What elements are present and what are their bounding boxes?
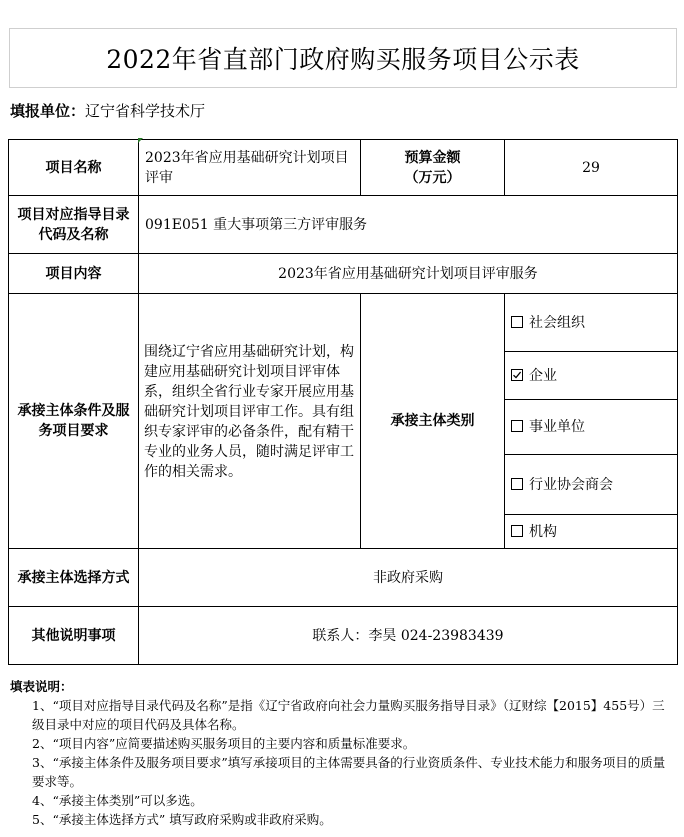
reporting-unit-label: 填报单位：	[10, 102, 86, 120]
project-name-label: 项目名称	[9, 140, 139, 196]
entity-option-agency[interactable]	[505, 515, 678, 549]
row-project-name	[9, 140, 678, 196]
entity-option-industry-association[interactable]	[505, 455, 678, 515]
project-table	[8, 139, 678, 665]
page-title: 2022年省直部门政府购买服务项目公示表	[9, 28, 677, 88]
row-selection-method	[9, 549, 678, 607]
budget-label-line1: 预算金额	[404, 149, 461, 166]
row-other-notes	[9, 607, 678, 665]
requirements-value-cell	[139, 294, 361, 549]
catalog-value: 091E051 重大事项第三方评审服务	[139, 196, 678, 254]
entity-option-enterprise[interactable]	[505, 352, 678, 400]
requirements-value: 围绕辽宁省应用基础研究计划，构建应用基础研究计划项目评审体系，组织全省行业专家开展应用基础研究计划项目评审工作。具有组织专家评审的必备条件，配有精干专业的业务人员，随时满足评审工作的相关需求。	[144, 344, 354, 480]
instruction-item: 1、“项目对应指导目录代码及名称”是指《辽宁省政府向社会力量购买服务指导目录》（辽财综【2015】455号）三级目录中对应的项目代码及具体名称。	[32, 698, 665, 732]
content-label: 项目内容	[9, 254, 139, 294]
selection-method-value: 非政府采购	[139, 549, 678, 607]
instruction-item: 4、“承接主体类别”可以多选。	[32, 793, 203, 808]
instruction-item: 2、“项目内容”应简要描述购买服务项目的主要内容和质量标准要求。	[32, 736, 416, 751]
entity-option-label: 企业	[529, 367, 557, 384]
entity-option-public-institution[interactable]	[505, 400, 678, 455]
other-notes-label: 其他说明事项	[9, 607, 139, 665]
instruction-item: 3、“承接主体条件及服务项目要求”填写承接项目的主体需要具备的行业资质条件、专业技术能力和服务项目的质量要求等。	[32, 755, 666, 789]
entity-option-label: 社会组织	[529, 314, 585, 331]
checkbox-icon[interactable]	[511, 478, 523, 490]
row-catalog	[9, 196, 678, 254]
other-notes-value: 联系人：李昊 024-23983439	[139, 607, 678, 665]
budget-label	[361, 140, 505, 196]
budget-value: 29	[505, 140, 678, 196]
project-name-value: 2023年省应用基础研究计划项目评审	[139, 140, 361, 196]
reporting-unit-value: 辽宁省科学技术厅	[85, 102, 206, 120]
row-content	[9, 254, 678, 294]
checkbox-icon[interactable]	[511, 525, 523, 537]
checkbox-icon[interactable]	[511, 420, 523, 432]
entity-option-label: 机构	[529, 523, 557, 540]
entity-option-label: 行业协会商会	[529, 476, 613, 493]
selection-method-label: 承接主体选择方式	[9, 549, 139, 607]
checkbox-icon[interactable]	[511, 316, 523, 328]
instruction-item: 5、“承接主体选择方式” 填写政府采购或非政府采购。	[32, 812, 332, 827]
entity-type-label: 承接主体类别	[361, 294, 505, 549]
checked-checkbox-icon[interactable]	[511, 369, 523, 381]
entity-option-social-org[interactable]	[505, 294, 678, 352]
cell-comment-marker	[138, 138, 143, 143]
catalog-label: 项目对应指导目录代码及名称	[9, 196, 139, 254]
row-requirements	[9, 294, 678, 352]
reporting-unit	[10, 100, 205, 121]
requirements-label: 承接主体条件及服务项目要求	[9, 294, 139, 549]
budget-label-line2: （万元）	[404, 169, 461, 186]
entity-option-label: 事业单位	[529, 419, 585, 435]
content-value: 2023年省应用基础研究计划项目评审服务	[139, 254, 678, 294]
instructions-heading: 填表说明：	[10, 679, 73, 694]
instructions	[10, 677, 670, 829]
